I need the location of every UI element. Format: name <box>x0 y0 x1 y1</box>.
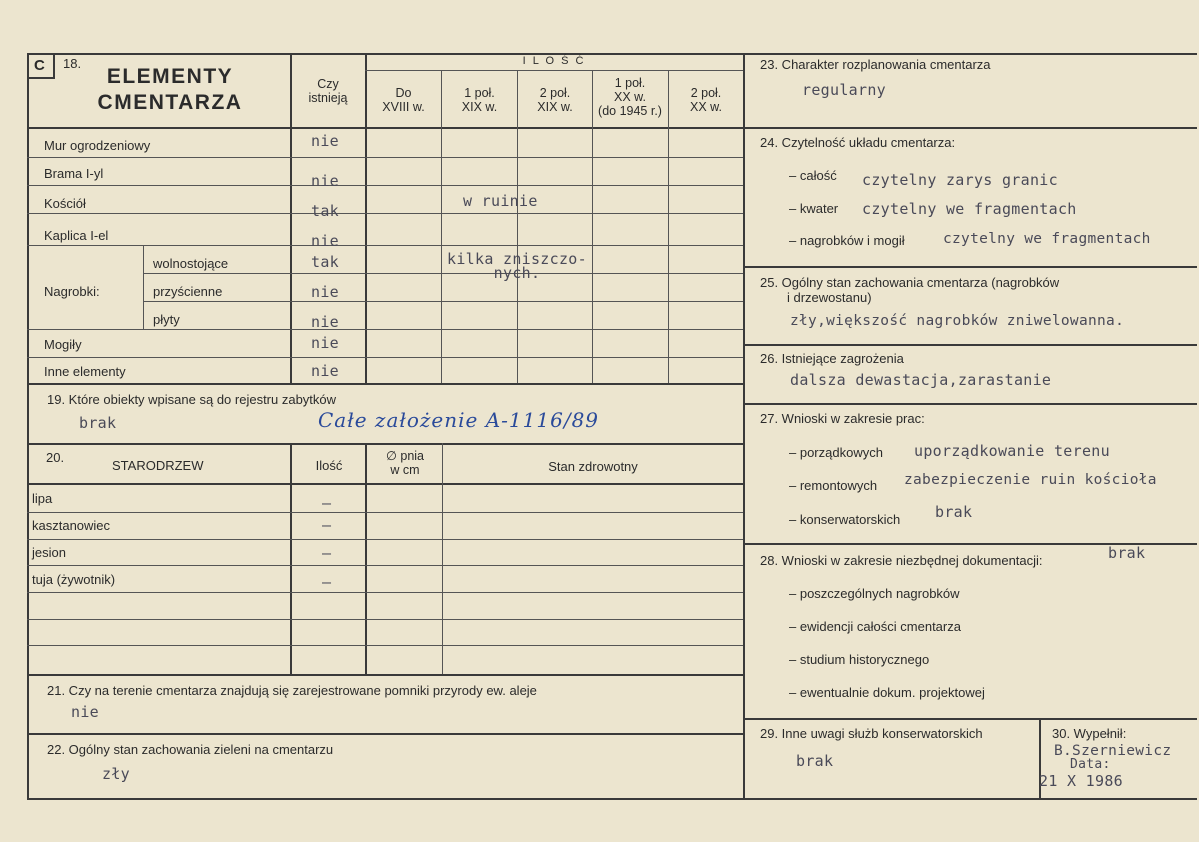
q28-item-3: – ewentualnie dokum. projektowej <box>789 685 985 700</box>
element-label-mur: Mur ogrodzeniowy <box>44 138 151 153</box>
q23-value: regularny <box>802 81 886 99</box>
title-line1: ELEMENTY <box>106 65 234 88</box>
tree-name-lipa: lipa <box>32 491 53 506</box>
q23-label: 23. Charakter rozplanowania cmentarza <box>760 57 991 72</box>
col-ilosc: I L O Ś Ć <box>522 55 586 67</box>
q20-number: 20. <box>46 450 65 465</box>
q28-label: 28. Wnioski w zakresie niezbędnej dokumentacji: <box>760 553 1043 568</box>
tree-name-jesion: jesion <box>32 545 66 560</box>
q29-label: 29. Inne uwagi służb konserwatorskich <box>760 726 983 741</box>
q24-item-value-2: czytelny we fragmentach <box>943 231 1151 247</box>
element-note-wolnostojace: kilka zniszczo- nych. <box>447 250 587 282</box>
period-3: 1 poł. XX w. (do 1945 r.) <box>598 76 662 118</box>
element-value-wolnostojace: tak <box>311 253 339 271</box>
q21-value: nie <box>71 703 99 721</box>
period-1: 1 poł. XIX w. <box>461 86 498 114</box>
q28-item-0: – poszczególnych nagrobków <box>789 586 960 601</box>
q27-item-label-0: – porządkowych <box>789 445 883 460</box>
section-letter: C <box>34 57 45 74</box>
period-0: Do XVIII w. <box>382 86 425 114</box>
period-2: 2 poł. XIX w. <box>537 86 573 114</box>
element-label-inne: Inne elementy <box>44 364 126 379</box>
element-value-inne: nie <box>311 362 339 380</box>
q24-item-value-0: czytelny zarys granic <box>862 171 1058 189</box>
q24-item-label-1: – kwater <box>789 201 839 216</box>
q30-label: 30. Wypełnił: <box>1052 726 1127 741</box>
q21-label: 21. Czy na terenie cmentarza znajdują się zarejestrowane pomniki przyrody ew. aleje <box>47 683 537 698</box>
tree-ilosc-lipa: – <box>322 494 332 512</box>
q24-item-value-1: czytelny we fragmentach <box>862 200 1077 218</box>
q28-item-1: – ewidencji całości cmentarza <box>789 619 961 634</box>
col-czy-istnieja: Czy istnieją <box>308 77 348 105</box>
period-4: 2 poł. XX w. <box>690 86 722 114</box>
q26-label: 26. Istniejące zagrożenia <box>760 351 904 366</box>
element-label-kaplica: Kaplica I-el <box>44 228 109 243</box>
element-value-mur: nie <box>311 132 339 150</box>
q19-label: 19. Które obiekty wpisane są do rejestru zabytków <box>47 392 337 407</box>
q22-label: 22. Ogólny stan zachowania zieleni na cmentarzu <box>47 742 334 757</box>
q29-value: brak <box>796 752 834 770</box>
q20-col-ilosc: Ilość <box>315 458 343 473</box>
tree-ilosc-jesion: – <box>322 544 332 562</box>
element-label-kosciol: Kościół <box>44 196 86 211</box>
q27-item-value-2: brak <box>935 503 973 521</box>
q27-item-value-1: zabezpieczenie ruin kościoła <box>904 472 1157 488</box>
element-value-kosciol: tak <box>311 202 339 220</box>
element-label-brama: Brama I-yl <box>44 166 104 181</box>
element-label-wolnostojace: wolnostojące <box>153 256 229 271</box>
q28-item-2: – studium historycznego <box>789 652 930 667</box>
element-value-kaplica: nie <box>311 232 339 250</box>
tree-ilosc-kasztanowiec: – <box>322 516 332 534</box>
q27-label: 27. Wnioski w zakresie prac: <box>760 411 925 426</box>
element-label-mogily: Mogiły <box>44 337 82 352</box>
element-value-mogily: nie <box>311 334 339 352</box>
q19-value: brak <box>79 414 117 432</box>
q19-handwritten: Całe założenie A-1116/89 <box>318 408 600 432</box>
q26-value: dalsza dewastacja,zarastanie <box>790 371 1052 389</box>
element-value-brama: nie <box>311 172 339 190</box>
nagrobki-label: Nagrobki: <box>44 284 100 299</box>
q30-date-label: Data: <box>1070 757 1111 772</box>
q20-title: STARODRZEW <box>112 458 204 473</box>
q27-item-label-2: – konserwatorskich <box>789 512 901 527</box>
q22-value: zły <box>102 765 130 783</box>
element-value-plyty: nie <box>311 313 339 331</box>
tree-ilosc-tuja: – <box>322 573 332 591</box>
q24-item-label-2: – nagrobków i mogił <box>789 233 905 248</box>
q20-col-stan: Stan zdrowotny <box>548 459 638 474</box>
q30-date: 21 X 1986 <box>1039 772 1123 790</box>
element-value-przyscienne: nie <box>311 283 339 301</box>
q24-item-label-0: – całość <box>789 168 837 183</box>
q25-label2: i drzewostanu) <box>787 290 872 305</box>
tree-name-tuja: tuja (żywotnik) <box>32 572 116 587</box>
q27-item-value-0: uporządkowanie terenu <box>914 442 1110 460</box>
q28-value: brak <box>1108 544 1146 562</box>
element-note-kosciol: w ruinie <box>463 192 538 210</box>
element-label-plyty: płyty <box>153 312 180 327</box>
title-line2: CMENTARZA <box>97 91 243 114</box>
q20-col-pnia: ∅ pnia w cm <box>386 449 424 477</box>
section-number: 18. <box>63 56 82 71</box>
q30-name: B.Szerniewicz <box>1054 743 1172 759</box>
q25-value: zły,większość nagrobków zniwelowanna. <box>790 313 1125 329</box>
q24-label: 24. Czytelność układu cmentarza: <box>760 135 956 150</box>
element-label-przyscienne: przyścienne <box>153 284 223 299</box>
q25-label1: 25. Ogólny stan zachowania cmentarza (nagrobków <box>760 275 1060 290</box>
tree-name-kasztanowiec: kasztanowiec <box>32 518 111 533</box>
q27-item-label-1: – remontowych <box>789 478 878 493</box>
